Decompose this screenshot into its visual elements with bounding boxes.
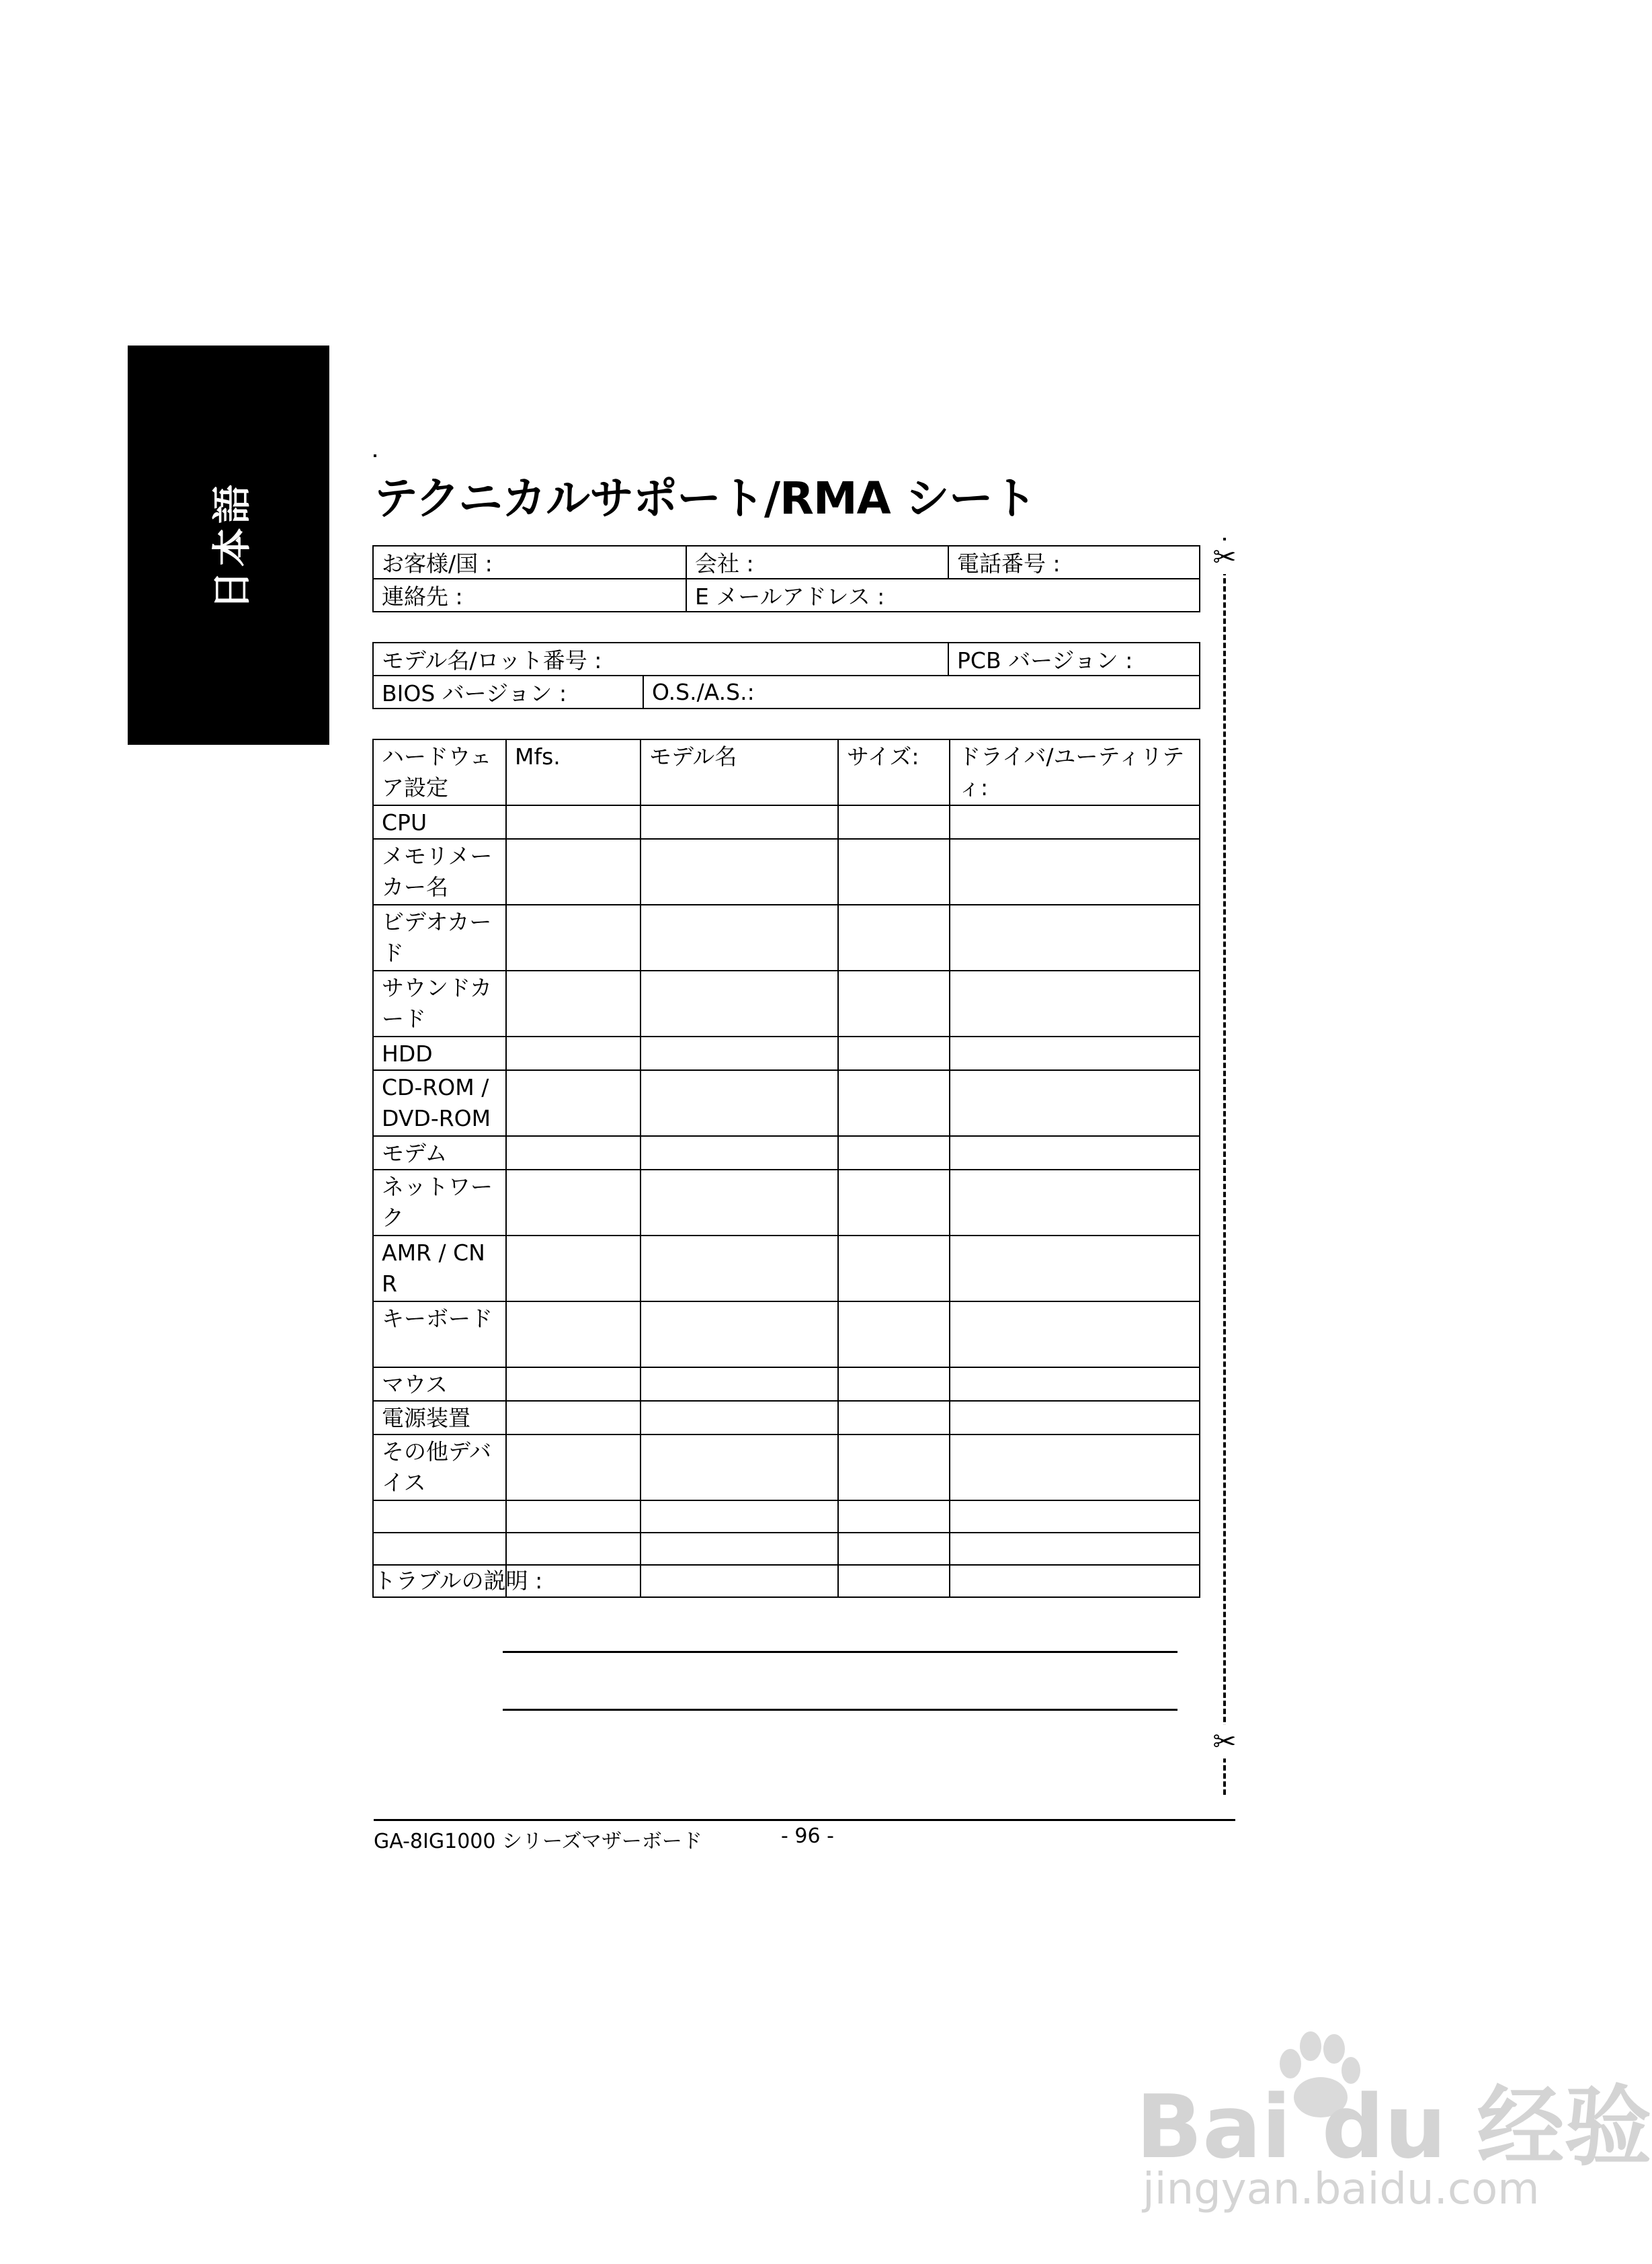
hardware-entry-cell[interactable] — [506, 1170, 641, 1236]
hardware-entry-cell[interactable] — [641, 1367, 838, 1401]
hardware-entry-cell[interactable] — [838, 805, 950, 839]
hardware-entry-cell[interactable] — [838, 1170, 950, 1236]
hardware-label: マウス — [373, 1367, 506, 1401]
hardware-entry-cell[interactable] — [838, 1136, 950, 1170]
table-row — [373, 1401, 1200, 1434]
table-row — [373, 1170, 1200, 1236]
header-driver: ドライバ/ユーティリティ: — [950, 739, 1200, 805]
hardware-entry-cell[interactable] — [506, 1236, 641, 1301]
hardware-label: モデム — [373, 1136, 506, 1170]
hardware-entry-cell[interactable] — [950, 1401, 1200, 1434]
contact-field[interactable]: 連絡先 : — [373, 579, 686, 612]
table-row — [373, 1236, 1200, 1301]
hardware-entry-cell[interactable] — [838, 1434, 950, 1500]
hardware-entry-cell[interactable] — [838, 1301, 950, 1367]
hardware-entry-cell[interactable] — [641, 1170, 838, 1236]
footer-rule — [374, 1819, 1235, 1821]
hardware-entry-cell[interactable] — [641, 805, 838, 839]
cut-line — [1223, 538, 1226, 1795]
hardware-entry-cell[interactable] — [641, 1565, 838, 1597]
hardware-entry-cell[interactable] — [641, 905, 838, 971]
hardware-entry-cell[interactable] — [506, 1070, 641, 1136]
hardware-label: HDD — [373, 1037, 506, 1070]
header-model: モデル名 — [641, 739, 838, 805]
footer-page-number: - 96 - — [781, 1824, 834, 1848]
hardware-entry-cell[interactable] — [506, 971, 641, 1037]
scissors-icon: ✂ — [1208, 540, 1241, 574]
hardware-entry-cell[interactable] — [838, 1367, 950, 1401]
hardware-entry-cell[interactable] — [950, 1037, 1200, 1070]
language-side-tab — [128, 346, 329, 745]
hardware-config-table — [372, 739, 1200, 1598]
hardware-entry-cell[interactable] — [950, 1434, 1200, 1500]
hardware-entry-cell[interactable] — [641, 1500, 838, 1533]
hardware-entry-cell[interactable] — [506, 1434, 641, 1500]
hardware-label: その他デバイス — [373, 1434, 506, 1500]
hardware-entry-cell[interactable] — [950, 905, 1200, 971]
hardware-entry-cell[interactable] — [641, 1434, 838, 1500]
hardware-entry-cell[interactable] — [950, 1170, 1200, 1236]
hardware-entry-cell[interactable] — [506, 839, 641, 905]
hardware-entry-cell[interactable] — [506, 1533, 641, 1565]
hardware-entry-cell[interactable] — [506, 1136, 641, 1170]
hardware-entry-cell[interactable] — [950, 839, 1200, 905]
hardware-entry-cell[interactable] — [838, 1500, 950, 1533]
hardware-entry-cell[interactable] — [641, 1236, 838, 1301]
side-tab-label: 日本語 — [209, 480, 255, 610]
model-info-table — [372, 642, 1200, 709]
hardware-entry-cell[interactable] — [950, 1565, 1200, 1597]
hardware-entry-cell[interactable] — [641, 839, 838, 905]
hardware-entry-cell[interactable] — [506, 1401, 641, 1434]
hardware-entry-cell[interactable] — [641, 1037, 838, 1070]
table-row — [373, 839, 1200, 905]
company-field[interactable]: 会社 : — [686, 546, 948, 579]
customer-info-table — [372, 545, 1200, 612]
hardware-entry-cell[interactable] — [950, 1301, 1200, 1367]
hardware-entry-cell[interactable] — [506, 805, 641, 839]
hardware-label — [373, 1500, 506, 1533]
watermark-logo: Bai du 经验 — [1136, 2076, 1652, 2178]
hardware-header-row — [373, 739, 1200, 805]
hardware-label: ネットワーク — [373, 1170, 506, 1236]
hardware-entry-cell[interactable] — [838, 1070, 950, 1136]
table-row — [373, 1533, 1200, 1565]
hardware-entry-cell[interactable] — [950, 1236, 1200, 1301]
trouble-write-line-2[interactable] — [503, 1709, 1178, 1711]
bios-version-field[interactable]: BIOS バージョン : — [373, 676, 643, 709]
hardware-entry-cell[interactable] — [506, 1037, 641, 1070]
hardware-entry-cell[interactable] — [838, 1236, 950, 1301]
customer-country-field[interactable]: お客様/国 : — [373, 546, 686, 579]
table-row — [373, 1136, 1200, 1170]
hardware-entry-cell[interactable] — [950, 805, 1200, 839]
trouble-description-label: トラブルの説明 : — [374, 1568, 543, 1594]
footer-product: GA-8IG1000 シリーズマザーボード — [374, 1830, 702, 1853]
table-row — [373, 1500, 1200, 1533]
hardware-label: CPU — [373, 805, 506, 839]
trouble-write-line-1[interactable] — [503, 1651, 1178, 1653]
hardware-entry-cell[interactable] — [641, 1301, 838, 1367]
hardware-label: キーボード — [373, 1301, 506, 1367]
hardware-entry-cell[interactable] — [641, 1070, 838, 1136]
table-row — [373, 1434, 1200, 1500]
table-row — [373, 905, 1200, 971]
watermark-url: jingyan.baidu.com — [1143, 2165, 1540, 2214]
hardware-label: AMR / CNR — [373, 1236, 506, 1301]
header-hardware: ハードウェア設定 — [373, 739, 506, 805]
table-row — [373, 1367, 1200, 1401]
hardware-label: 電源装置 — [373, 1401, 506, 1434]
hardware-entry-cell[interactable] — [838, 1565, 950, 1597]
hardware-entry-cell[interactable] — [506, 1301, 641, 1367]
hardware-entry-cell[interactable] — [950, 1533, 1200, 1565]
watermark — [1136, 2030, 1652, 2232]
hardware-entry-cell[interactable] — [641, 1136, 838, 1170]
pcb-version-field[interactable]: PCB バージョン : — [948, 643, 1200, 676]
hardware-label — [373, 1533, 506, 1565]
table-row — [373, 805, 1200, 839]
table-row — [373, 971, 1200, 1037]
hardware-entry-cell[interactable] — [506, 905, 641, 971]
hardware-label: ビデオカード — [373, 905, 506, 971]
hardware-label: サウンドカード — [373, 971, 506, 1037]
hardware-entry-cell[interactable] — [950, 1070, 1200, 1136]
hardware-entry-cell[interactable] — [641, 971, 838, 1037]
hardware-entry-cell[interactable] — [506, 1500, 641, 1533]
hardware-label: メモリメーカー名 — [373, 839, 506, 905]
hardware-entry-cell[interactable] — [838, 905, 950, 971]
hardware-entry-cell[interactable] — [838, 839, 950, 905]
page-title: テクニカルサポート/RMA シート — [374, 473, 1036, 524]
hardware-label: CD-ROM / DVD-ROM — [373, 1070, 506, 1136]
hardware-entry-cell[interactable] — [641, 1533, 838, 1565]
hardware-entry-cell[interactable] — [950, 1136, 1200, 1170]
phone-field[interactable]: 電話番号 : — [948, 546, 1200, 579]
hardware-entry-cell[interactable] — [506, 1367, 641, 1401]
model-lot-field[interactable]: モデル名/ロット番号 : — [373, 643, 948, 676]
hardware-entry-cell[interactable] — [641, 1401, 838, 1434]
hardware-entry-cell[interactable] — [950, 1367, 1200, 1401]
hardware-entry-cell[interactable] — [950, 971, 1200, 1037]
header-mfs: Mfs. — [506, 739, 641, 805]
header-size: サイズ: — [838, 739, 950, 805]
email-field[interactable]: E メールアドレス : — [686, 579, 1200, 612]
table-row — [373, 1070, 1200, 1136]
hardware-entry-cell[interactable] — [838, 971, 950, 1037]
table-row — [373, 1037, 1200, 1070]
hardware-entry-cell[interactable] — [838, 1037, 950, 1070]
table-row — [373, 1301, 1200, 1367]
hardware-entry-cell[interactable] — [950, 1500, 1200, 1533]
scissors-icon: ✂ — [1208, 1725, 1241, 1758]
hardware-entry-cell[interactable] — [838, 1533, 950, 1565]
hardware-entry-cell[interactable] — [838, 1401, 950, 1434]
os-field[interactable]: O.S./A.S.: — [643, 676, 1200, 709]
stray-dot — [374, 454, 376, 457]
